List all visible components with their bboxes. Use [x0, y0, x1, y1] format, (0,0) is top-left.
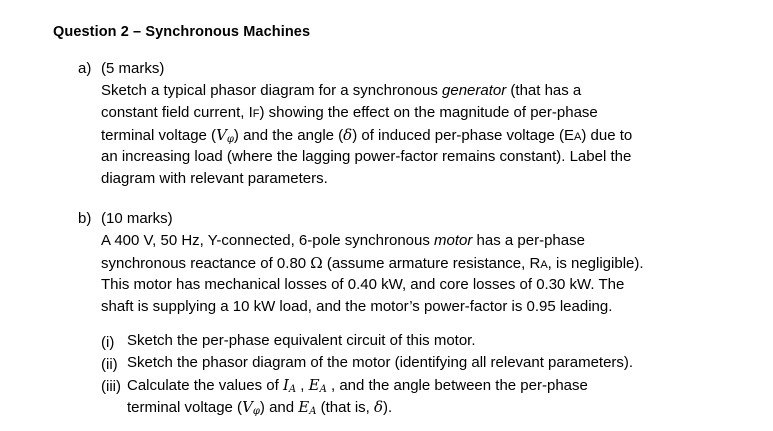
motor-emphasis: motor	[434, 232, 473, 249]
subpart-i-text: Sketch the per-phase equivalent circuit of this motor.	[127, 332, 476, 349]
part-a-text	[101, 80, 741, 190]
part-b-line-3: This motor has mechanical losses of 0.40 kW, and core losses of 0.30 kW. The	[101, 276, 625, 293]
part-a-marker: a)	[78, 60, 92, 77]
part-b-line-4: shaft is supplying a 10 kW load, and the motor’s power-factor is 0.95 leading.	[101, 298, 613, 315]
part-b-line-1: A 400 V, 50 Hz, Y-connected, 6-pole synchronous motor has a per-phase	[101, 232, 585, 249]
part-b-marks: (10 marks)	[101, 210, 173, 227]
part-b-line-2: synchronous reactance of 0.80 Ω (assume armature resistance, RA, is negligible).	[101, 254, 644, 272]
part-a-line-4: an increasing load (where the lagging power-factor remains constant). Label the	[101, 148, 632, 165]
subpart-iii-line-1: Calculate the values of $I_A$ , $E_A$ , and the angle between the per-phase	[127, 376, 588, 395]
part-a-line-1: Sketch a typical phasor diagram for a synchronous generator (that has a	[101, 82, 582, 99]
subpart-iii-text	[127, 374, 588, 418]
part-b-marker: b)	[78, 210, 92, 227]
part-b-text	[101, 230, 741, 318]
question-title: Question 2 – Synchronous Machines	[53, 24, 311, 40]
delta-symbol: δ	[343, 126, 353, 144]
part-a-line-2: constant field current, IF) showing the effect on the magnitude of per-phase	[101, 104, 598, 121]
ea-symbol-2: $E_A$	[298, 398, 317, 417]
ohm-symbol: Ω	[310, 254, 323, 272]
ia-symbol: $I_A$	[282, 376, 297, 395]
subpart-ii-marker: (ii)	[101, 356, 118, 373]
delta-symbol-2: δ	[374, 398, 384, 416]
subpart-i-marker: (i)	[101, 334, 115, 351]
ea-symbol: $E_A$	[308, 376, 327, 395]
generator-emphasis: generator	[442, 82, 507, 99]
v-phi-symbol: $V_\varphi$	[216, 126, 234, 145]
subpart-iii-marker: (iii)	[101, 378, 121, 395]
part-a-line-3: terminal voltage $(V_\varphi)$ and the angle (δ) of induced per-phase voltage (EA) due to	[101, 126, 633, 145]
part-a-line-5: diagram with relevant parameters.	[101, 170, 328, 187]
subpart-ii-text: Sketch the phasor diagram of the motor (identifying all relevant parameters).	[127, 354, 634, 371]
part-a-marks: (5 marks)	[101, 60, 165, 77]
subpart-iii-line-2: terminal voltage $(V_\varphi)$ and $E_A$ (that is, δ).	[127, 398, 393, 417]
v-phi-symbol-2: $V_\varphi$	[242, 398, 260, 417]
